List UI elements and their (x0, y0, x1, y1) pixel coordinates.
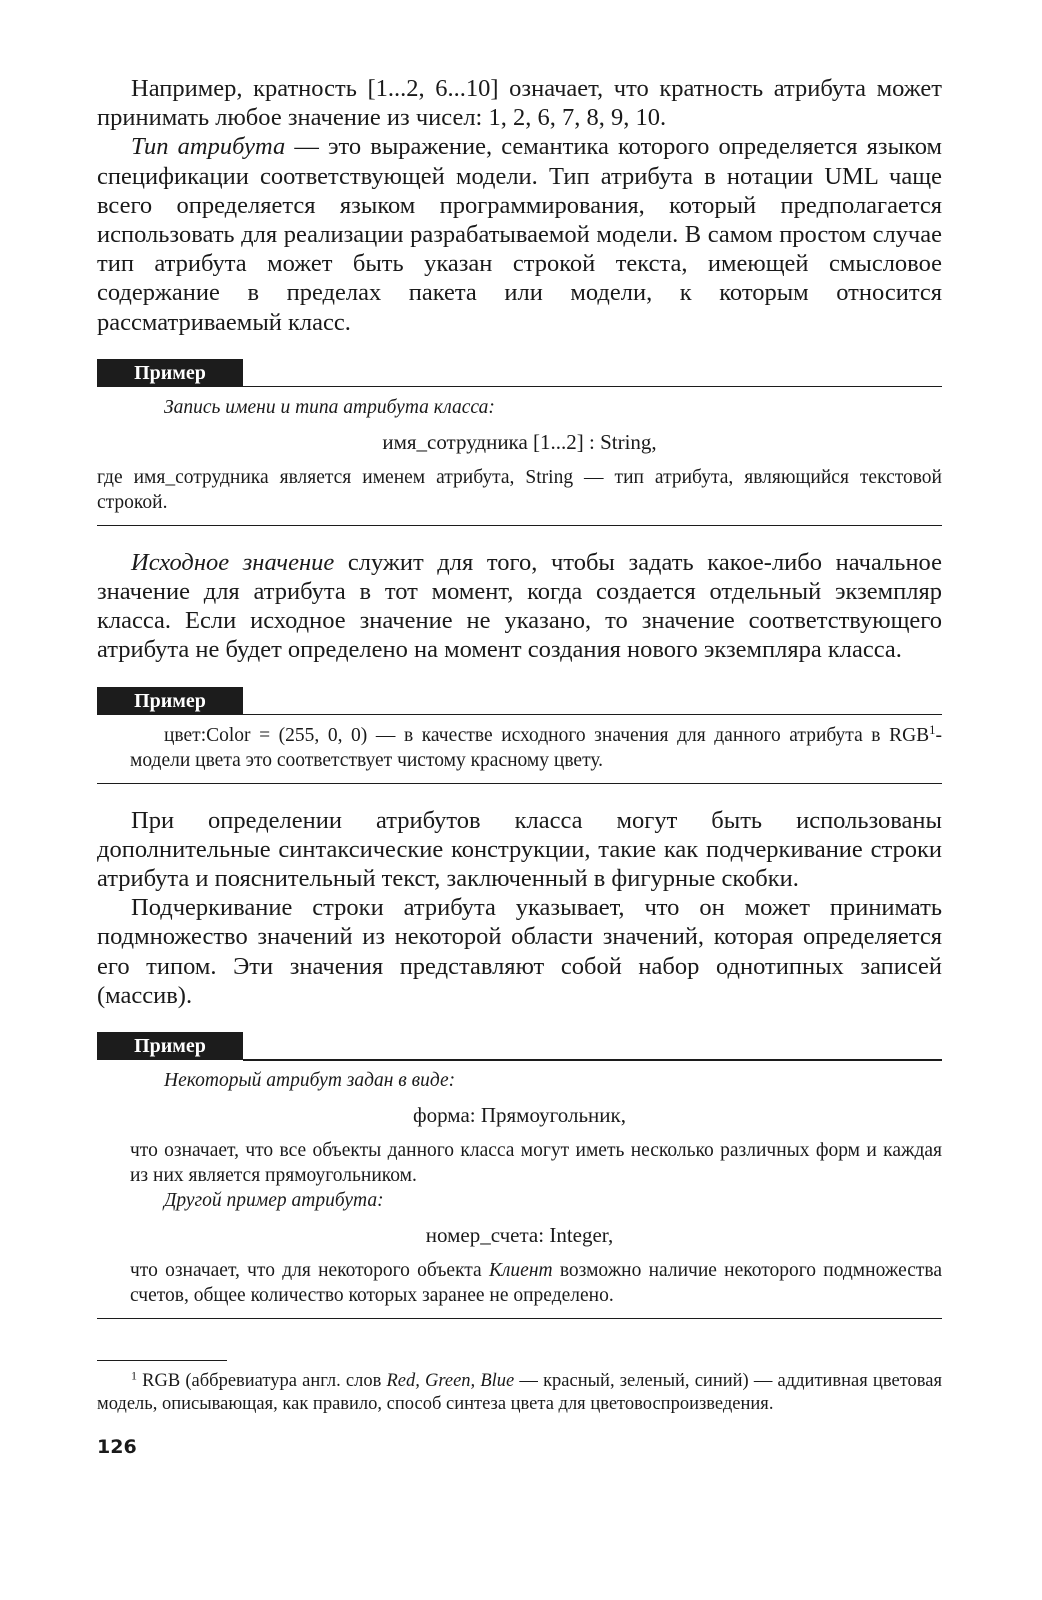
example-text: что означает, что все объекты данного класса могут иметь несколько различных форм и каждая из них является прямоугольником. (130, 1140, 942, 1187)
example-top-rule (243, 386, 942, 388)
example-formula: номер_счета: Integer, (425, 1223, 614, 1248)
footnote-text: RGB (аббревиатура англ. слов (137, 1371, 387, 1391)
example-header (97, 359, 942, 387)
example-block-1 (97, 359, 942, 526)
example-formula: форма: Прямоугольник, (413, 1103, 626, 1128)
example-label: Пример (97, 687, 243, 715)
example-text (97, 723, 942, 773)
footnote-words: Red, Green, Blue (386, 1371, 515, 1391)
footnote (97, 1370, 942, 1416)
footnote-ref[interactable]: 1 (929, 722, 936, 737)
paragraph-initial-value-text: служит для того, чтобы задать какое-либо начальное значение для атрибута в тот момент, когда создается отдельный экземпляр класса. Если исходное значение не указано, то значение соответствующего атрибута не будет определено на момент создания нового экземпляра класса. (97, 548, 942, 664)
example-label: Пример (97, 1032, 243, 1060)
example-intro: Некоторый атрибут задан в виде: (164, 1070, 456, 1092)
example-top-rule (243, 1059, 942, 1061)
example-body (97, 387, 942, 526)
footnote-number: 1 (131, 1368, 138, 1383)
example-intro: Другой пример атрибута: (164, 1190, 384, 1212)
page-number: 126 (97, 1436, 137, 1458)
footnote-rule (97, 1360, 227, 1361)
example-formula: имя_сотрудника [1...2] : String, (382, 429, 657, 454)
example-header (97, 687, 942, 715)
footnote-text: — красный, зеленый, синий) — аддитивная цветовая модель, описывающая, как правило, способ синтеза цвета для цветовоспроизведения. (97, 1371, 942, 1414)
example-label: Пример (97, 359, 243, 387)
example-text-italic: Клиент (488, 1260, 553, 1282)
example-text-part: -модели цвета это соответствует чистому красному цвету. (130, 724, 942, 771)
term-initial-value: Исходное значение (131, 548, 335, 576)
example-intro: Запись имени и типа атрибута класса: (164, 396, 495, 418)
example-text-part: цвет:Color = (255, 0, 0) — в качестве исходного значения для данного атрибута в RGB (164, 724, 930, 746)
paragraph-syntax: При определении атрибутов класса могут быть использованы дополнительные синтаксические конструкции, такие как подчеркивание строки атрибута и пояснительный текст, заключенный в фигурные скобки. (97, 806, 942, 893)
paragraph-attribute-type (97, 132, 942, 336)
example-top-rule (243, 714, 942, 716)
example-body (97, 1060, 942, 1319)
paragraph-initial-value (97, 548, 942, 665)
paragraph-underline: Подчеркивание строки атрибута указывает, что он может принимать подмножество значений из некоторой области значений, которая определяется его типом. Эти значения представляют собой набор однотипных записей (массив). (97, 894, 942, 1009)
example-header (97, 1032, 942, 1060)
example-text: где имя_сотрудника является именем атрибута, String — тип атрибута, являющийся текстовой строкой. (97, 466, 942, 513)
example-text (97, 1258, 942, 1308)
paragraph-attribute-type-text: — это выражение, семантика которого определяется языком спецификации соответствующей модели. Тип атрибута в нотации UML чаще всего определяется языком программирования, который предполагается использовать для реализации разрабатываемой модели. В самом простом случае тип атрибута может быть указан строкой текста, имеющей смысловое содержание в пределах пакета или модели, к которым относится рассматриваемый класс. (97, 133, 942, 336)
example-block-2 (97, 687, 942, 784)
example-text-part: возможно наличие некоторого подмножества счетов, общее количество которых заранее не определено. (130, 1260, 942, 1307)
example-text-part: что означает, что для некоторого объекта (130, 1260, 489, 1282)
example-block-3 (97, 1032, 942, 1319)
term-attribute-type: Тип атрибута (131, 133, 286, 161)
example-body (97, 715, 942, 784)
page-body (97, 74, 942, 1319)
paragraph-multiplicity: Например, кратность [1...2, 6...10] означает, что кратность атрибута может принимать любое значение из чисел: 1, 2, 6, 7, 8, 9, 10. (97, 75, 942, 132)
